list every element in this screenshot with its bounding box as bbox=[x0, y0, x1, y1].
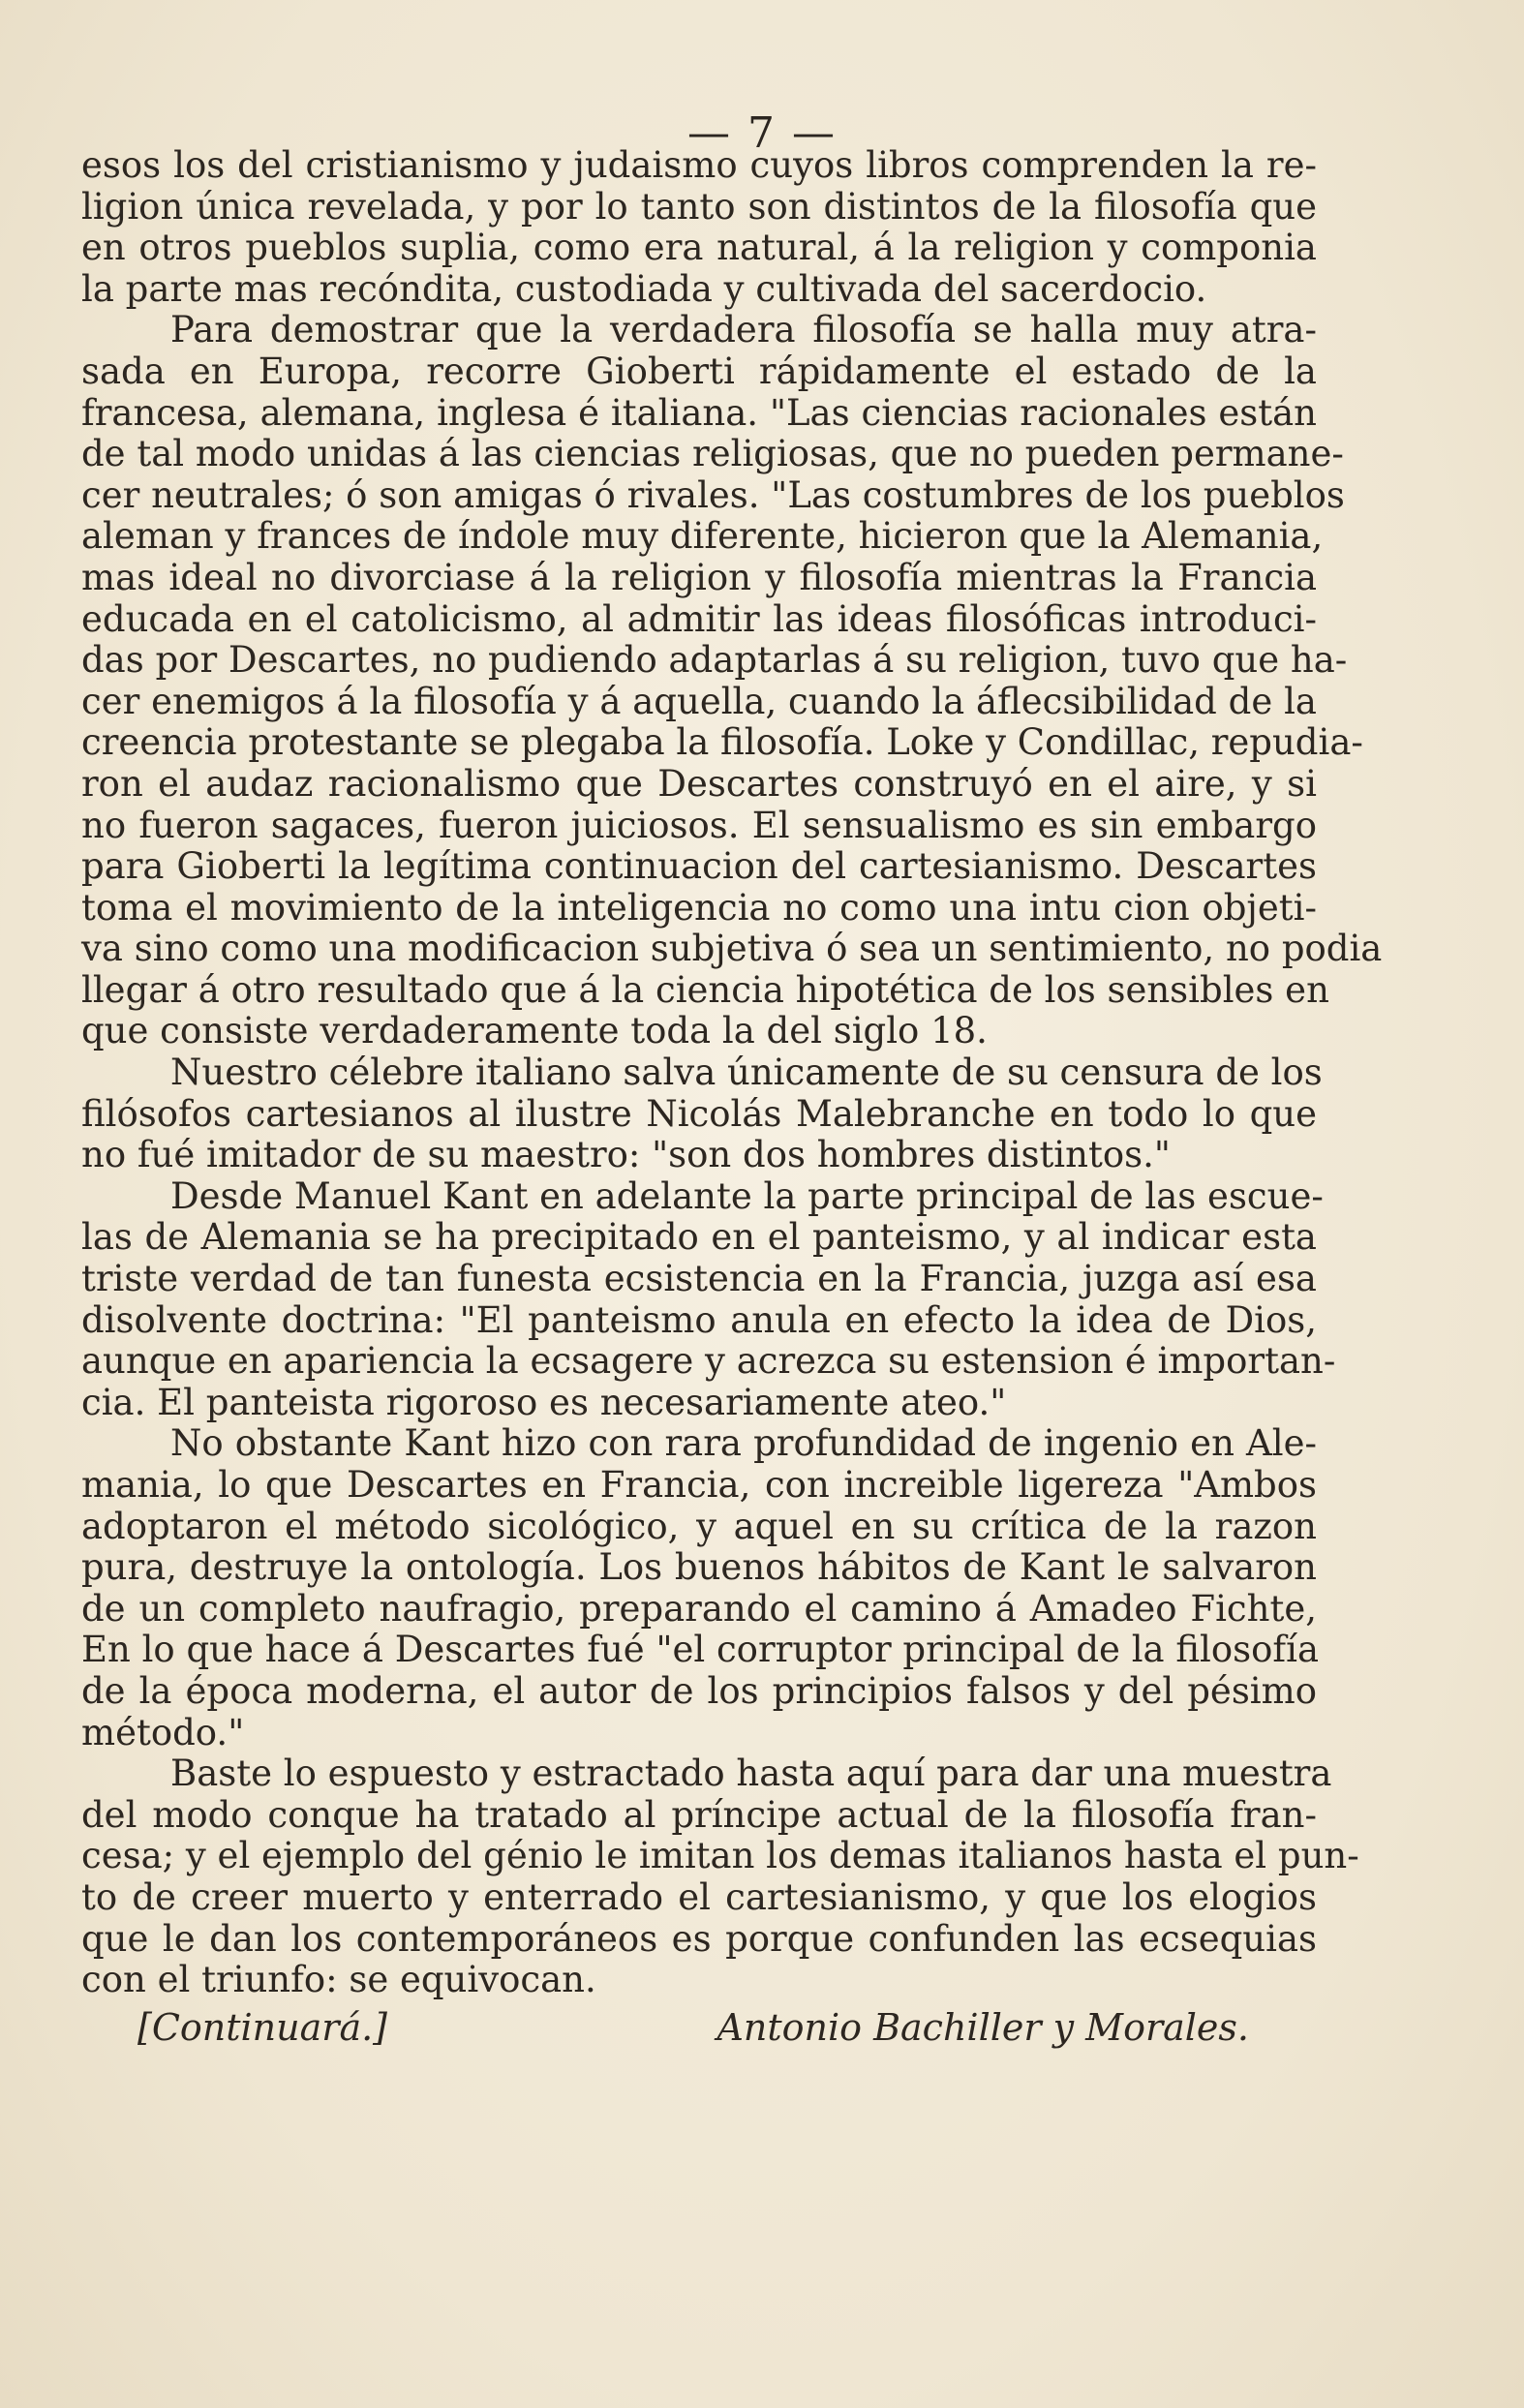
text-line: No obstante Kant hizo con rara profundidad de ingenio en Ale- bbox=[170, 1422, 1317, 1465]
text-line: triste verdad de tan funesta ecsistencia en la Francia, juzga así esa bbox=[81, 1258, 1317, 1300]
author-signature: Antonio Bachiller y Morales. bbox=[716, 2005, 1249, 2049]
text-line: cer enemigos á la filosofía y á aquella, cuando la áflecsibilidad de la bbox=[81, 680, 1317, 722]
text-line: no fué imitador de su maestro: "son dos hombres distintos." bbox=[81, 1134, 1171, 1176]
text-line: la parte mas recóndita, custodiada y cultivada del sacerdocio. bbox=[81, 267, 1207, 310]
text-line: para Gioberti la legítima continuacion del cartesianismo. Descartes bbox=[81, 845, 1317, 888]
text-line: Baste lo espuesto y estractado hasta aquí para dar una muestra bbox=[170, 1753, 1332, 1795]
text-line: En lo que hace á Descartes fué "el corruptor principal de la filosofía bbox=[81, 1629, 1319, 1671]
text-line: en otros pueblos suplia, como era natural, á la religion y componia bbox=[81, 227, 1317, 269]
text-line: toma el movimiento de la inteligencia no como una intu cion objeti- bbox=[81, 886, 1317, 929]
text-line: método." bbox=[81, 1711, 245, 1753]
text-line: cia. El panteista rigoroso es necesariamente ateo." bbox=[81, 1381, 1007, 1423]
text-line: esos los del cristianismo y judaismo cuyos libros comprenden la re- bbox=[81, 144, 1317, 186]
text-line: Desde Manuel Kant en adelante la parte principal de las escue- bbox=[170, 1174, 1324, 1217]
text-line: llegar á otro resultado que á la ciencia hipotética de los sensibles en bbox=[81, 968, 1329, 1011]
text-line: ron el audaz racionalismo que Descartes construyó en el aire, y si bbox=[81, 762, 1317, 805]
text-line: mania, lo que Descartes en Francia, con increible ligereza "Ambos bbox=[81, 1464, 1317, 1506]
continuation-note: [Continuará.] bbox=[137, 2005, 388, 2049]
text-line: adoptaron el método sicológico, y aquel en su crítica de la razon bbox=[81, 1505, 1317, 1547]
signature-line bbox=[81, 2007, 1317, 2052]
text-line: creencia protestante se plegaba la filosofía. Loke y Condillac, repudia- bbox=[81, 721, 1363, 764]
text-line: mas ideal no divorciase á la religion y filosofía mientras la Francia bbox=[81, 556, 1317, 598]
text-line: francesa, alemana, inglesa é italiana. "Las ciencias racionales están bbox=[81, 391, 1317, 434]
text-line: que le dan los contemporáneos es porque confunden las ecsequias bbox=[81, 1917, 1317, 1960]
page-number: — 7 — bbox=[687, 108, 837, 158]
body-text bbox=[81, 144, 1383, 2052]
text-line: del modo conque ha tratado al príncipe actual de la filosofía fran- bbox=[81, 1793, 1317, 1836]
text-line: cesa; y el ejemplo del génio le imitan los demas italianos hasta el pun- bbox=[81, 1835, 1359, 1877]
text-line: Para demostrar que la verdadera filosofía se halla muy atra- bbox=[170, 309, 1317, 351]
text-line: filósofos cartesianos al ilustre Nicolás Malebranche en todo lo que bbox=[81, 1092, 1317, 1135]
text-line: de un completo naufragio, preparando el camino á Amadeo Fichte, bbox=[81, 1587, 1317, 1630]
text-line: cer neutrales; ó son amigas ó rivales. "Las costumbres de los pueblos bbox=[81, 473, 1345, 516]
text-line: das por Descartes, no pudiendo adaptarlas á su religion, tuvo que ha- bbox=[81, 639, 1348, 682]
text-line: aunque en apariencia la ecsagere y acrezca su estension é importan- bbox=[81, 1340, 1336, 1383]
text-line: de la época moderna, el autor de los principios falsos y del pésimo bbox=[81, 1669, 1317, 1712]
text-line: sada en Europa, recorre Gioberti rápidamente el estado de la bbox=[81, 350, 1317, 392]
text-line: Nuestro célebre italiano salva únicamente de su censura de los bbox=[170, 1052, 1323, 1094]
text-line: que consiste verdaderamente toda la del siglo 18. bbox=[81, 1010, 988, 1052]
text-line: disolvente doctrina: "El panteismo anula en efecto la idea de Dios, bbox=[81, 1298, 1317, 1341]
text-line: ligion única revelada, y por lo tanto son distintos de la filosofía que bbox=[81, 185, 1317, 228]
text-line: aleman y frances de índole muy diferente, hicieron que la Alemania, bbox=[81, 515, 1324, 558]
text-line: to de creer muerto y enterrado el cartesianismo, y que los elogios bbox=[81, 1875, 1317, 1918]
text-line: las de Alemania se ha precipitado en el panteismo, y al indicar esta bbox=[81, 1216, 1317, 1259]
text-line: va sino como una modificacion subjetiva ó sea un sentimiento, no podia bbox=[81, 928, 1383, 970]
text-line: pura, destruye la ontología. Los buenos hábitos de Kant le salvaron bbox=[81, 1546, 1317, 1589]
text-line: no fueron sagaces, fueron juiciosos. El sensualismo es sin embargo bbox=[81, 804, 1317, 846]
text-line: con el triunfo: se equivocan. bbox=[81, 1959, 596, 2001]
text-line: de tal modo unidas á las ciencias religiosas, que no pueden permane- bbox=[81, 433, 1344, 475]
text-line: educada en el catolicismo, al admitir las ideas filosóficas introduci- bbox=[81, 597, 1317, 640]
